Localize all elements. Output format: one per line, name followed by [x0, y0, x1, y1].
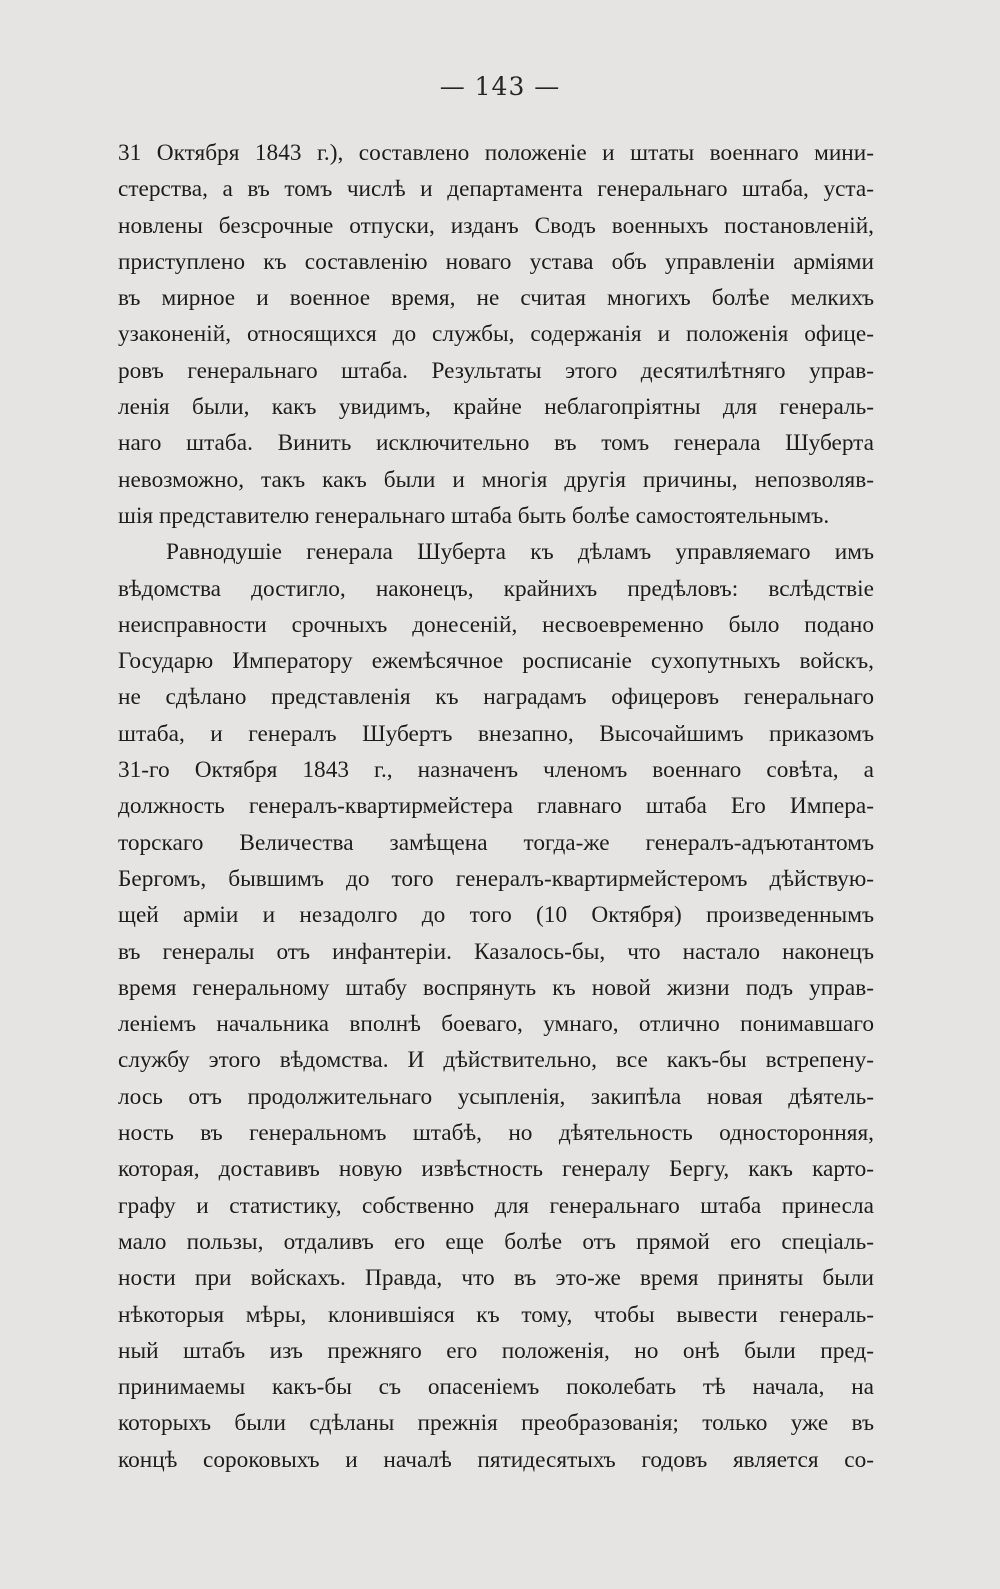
text-line: щей арміи и незадолго до того (10 Октября) произведеннымъ — [118, 902, 874, 929]
text-line: ленія были, какъ увидимъ, крайне неблагопріятны для генераль- — [118, 394, 874, 421]
text-line: службу этого вѣдомства. И дѣйствительно, все какъ-бы встрепену- — [118, 1047, 874, 1074]
paragraph — [118, 534, 874, 1478]
text-line: концѣ сороковыхъ и началѣ пятидесятыхъ годовъ является со- — [118, 1446, 874, 1473]
text-line: Государю Императору ежемѣсячное росписаніе сухопутныхъ войскъ, — [118, 648, 874, 675]
text-line: ный штабъ изъ прежняго его положенія, но онѣ были пред- — [118, 1337, 874, 1364]
text-line: стерства, а въ томъ числѣ и департамента генеральнаго штаба, уста- — [118, 176, 874, 203]
text-line: 31 Октября 1843 г.), составлено положеніе и штаты военнаго мини- — [118, 140, 874, 166]
text-line: графу и статистику, собственно для генеральнаго штаба принесла — [118, 1192, 874, 1219]
text-line: въ мирное и военное время, не считая многихъ болѣе мелкихъ — [118, 285, 874, 312]
text-line: невозможно, такъ какъ были и многія другія причины, непозволяв- — [118, 466, 874, 493]
text-line: время генеральному штабу воспрянуть къ новой жизни подъ управ- — [118, 974, 874, 1001]
text-line: лось отъ продолжительнаго усыпленія, закипѣла новая дѣятель- — [118, 1083, 874, 1110]
text-line: ность въ генеральномъ штабѣ, но дѣятельность односторонняя, — [118, 1120, 874, 1147]
text-line: узаконеній, относящихся до службы, содержанія и положенія офице- — [118, 321, 874, 348]
text-line: которыхъ были сдѣланы прежнія преобразованія; только уже въ — [118, 1410, 874, 1437]
text-line: новлены безсрочные отпуски, изданъ Сводъ военныхъ постановленій, — [118, 212, 874, 239]
text-line: наго штаба. Винить исключительно въ томъ генерала Шуберта — [118, 430, 874, 457]
text-line: Бергомъ, бывшимъ до того генералъ-квартирмейстеромъ дѣйствую- — [118, 865, 874, 892]
paragraph — [118, 135, 874, 534]
text-line: ровъ генеральнаго штаба. Результаты этого десятилѣтняго управ- — [118, 357, 874, 384]
text-line: 31-го Октября 1843 г., назначенъ членомъ военнаго совѣта, а — [118, 757, 874, 784]
text-line: торскаго Величества замѣщена тогда-же генералъ-адъютантомъ — [118, 829, 874, 856]
text-line: вѣдомства достигло, наконецъ, крайнихъ предѣловъ: вслѣдствіе — [118, 575, 874, 602]
text-line: Равнодушіе генерала Шуберта къ дѣламъ управляемаго имъ — [166, 539, 874, 566]
text-line: ности при войскахъ. Правда, что въ это-же время приняты были — [118, 1265, 874, 1292]
text-line: не сдѣлано представленія къ наградамъ офицеровъ генеральнаго — [118, 684, 874, 711]
text-line: которая, доставивъ новую извѣстность генералу Бергу, какъ карто- — [118, 1156, 874, 1183]
body-text — [118, 135, 874, 1478]
text-line: мало пользы, отдаливъ его еще болѣе отъ прямой его спеціаль- — [118, 1228, 874, 1255]
text-line: должность генералъ-квартирмейстера главнаго штаба Его Импера- — [118, 793, 874, 820]
text-line: въ генералы отъ инфантеріи. Казалось-бы, что настало наконецъ — [118, 938, 874, 965]
text-line: леніемъ начальника вполнѣ боеваго, умнаго, отлично понимавшаго — [118, 1011, 874, 1038]
text-line: приступлено къ составленію новаго устава объ управленіи арміями — [118, 248, 874, 275]
text-line: неисправности срочныхъ донесеній, несвоевременно было подано — [118, 611, 874, 638]
text-line: принимаемы какъ-бы съ опасеніемъ поколебать тѣ начала, на — [118, 1374, 874, 1401]
text-line: шія представителю генеральнаго штаба быть болѣе самостоятельнымъ. — [118, 502, 830, 529]
page-number: — 143 — — [439, 72, 561, 101]
text-line: нѣкоторыя мѣры, клонившіяся къ тому, чтобы вывести генераль- — [118, 1301, 874, 1328]
text-line: штаба, и генералъ Шубертъ внезапно, Высочайшимъ приказомъ — [118, 720, 874, 747]
